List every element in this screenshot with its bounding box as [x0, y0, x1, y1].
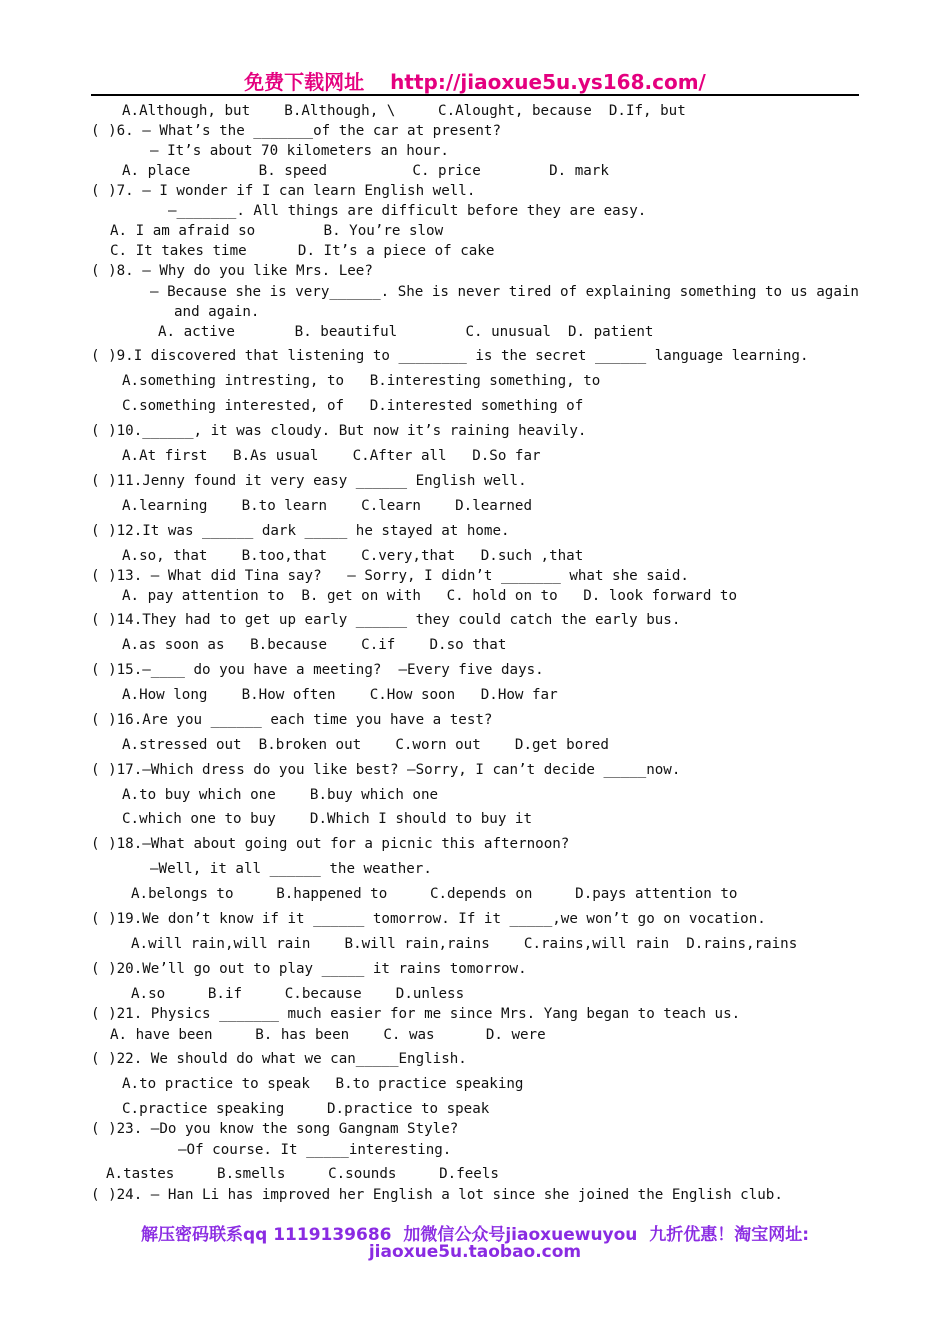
text-line: ( )20.We’ll go out to play _____ it rains tomorrow.: [91, 961, 527, 977]
text-line: A.so, that B.too,that C.very,that D.such ,that: [122, 548, 584, 564]
text-line: ( )11.Jenny found it very easy ______ English well.: [91, 473, 527, 489]
text-line: ( )17.—Which dress do you like best? —Sorry, I can’t decide _____now.: [91, 762, 681, 778]
text-line: ( )9.I discovered that listening to ________ is the secret ______ language learning.: [91, 348, 809, 364]
text-line: ( )8. — Why do you like Mrs. Lee?: [91, 263, 373, 279]
text-line: C.practice speaking D.practice to speak: [122, 1101, 490, 1117]
text-line: ( )13. — What did Tina say? — Sorry, I didn’t _______ what she said.: [91, 568, 689, 584]
text-line: A.stressed out B.broken out C.worn out D.get bored: [122, 737, 609, 753]
text-line: ( )24. — Han Li has improved her English a lot since she joined the English club.: [91, 1187, 783, 1203]
text-line: ( )23. —Do you know the song Gangnam Style?: [91, 1121, 459, 1137]
text-line: A.will rain,will rain B.will rain,rains C.rains,will rain D.rains,rains: [131, 936, 798, 952]
page-header: [0, 66, 950, 95]
text-line: ( )10.______, it was cloudy. But now it’s raining heavily.: [91, 423, 587, 439]
text-line: C.something interested, of D.interested something of: [122, 398, 584, 414]
text-line: and again.: [174, 304, 260, 320]
text-line: A.to buy which one B.buy which one: [122, 787, 439, 803]
text-line: —Of course. It _____interesting.: [178, 1142, 452, 1158]
header-url-link[interactable]: http://jiaoxue5u.ys168.com/: [390, 70, 706, 94]
text-line: — It’s about 70 kilometers an hour.: [150, 143, 449, 159]
text-line: ( )12.It was ______ dark _____ he stayed at home.: [91, 523, 510, 539]
footer-store-link[interactable]: jiaoxue5u.taobao.com: [368, 1242, 582, 1262]
text-line: A.How long B.How often C.How soon D.How far: [122, 687, 558, 703]
header-divider: [91, 94, 859, 96]
text-line: A. I am afraid so B. You’re slow: [110, 223, 444, 239]
text-line: — Because she is very______. She is never tired of explaining something to us again: [150, 284, 859, 300]
text-line: ( )22. We should do what we can_____English.: [91, 1051, 467, 1067]
text-line: A. place B. speed C. price D. mark: [122, 163, 609, 179]
text-line: C.which one to buy D.Which I should to buy it: [122, 811, 532, 827]
text-line: A. have been B. has been C. was D. were: [110, 1027, 546, 1043]
text-line: A.to practice to speak B.to practice speaking: [122, 1076, 524, 1092]
text-line: A.as soon as B.because C.if D.so that: [122, 637, 507, 653]
text-line: A.At first B.As usual C.After all D.So far: [122, 448, 541, 464]
header-label: 免费下载网址: [244, 70, 365, 94]
text-line: ( )14.They had to get up early ______ they could catch the early bus.: [91, 612, 681, 628]
footer-contact: 解压密码联系qq 1119139686 加微信公众号jiaoxuewuyou 九折优惠！淘宝网址:: [140, 1225, 810, 1245]
text-line: ( )18.—What about going out for a picnic this afternoon?: [91, 836, 570, 852]
text-line: A. pay attention to B. get on with C. hold on to D. look forward to: [122, 588, 737, 604]
text-line: A.tastes B.smells C.sounds D.feels: [106, 1166, 499, 1182]
text-line: C. It takes time D. It’s a piece of cake: [110, 243, 495, 259]
text-line: ( )21. Physics _______ much easier for me since Mrs. Yang began to teach us.: [91, 1006, 741, 1022]
text-line: A. active B. beautiful C. unusual D. patient: [158, 324, 654, 340]
text-line: A.something intresting, to B.interesting something, to: [122, 373, 601, 389]
text-line: —Well, it all ______ the weather.: [150, 861, 432, 877]
text-line: ( )6. — What’s the _______of the car at present?: [91, 123, 501, 139]
text-line: —_______. All things are difficult before they are easy.: [168, 203, 647, 219]
text-line: ( )15.—____ do you have a meeting? —Every five days.: [91, 662, 544, 678]
text-line: ( )19.We don’t know if it ______ tomorrow. If it _____,we won’t go on vocation.: [91, 911, 766, 927]
text-line: A.so B.if C.because D.unless: [131, 986, 465, 1002]
text-line: A.learning B.to learn C.learn D.learned: [122, 498, 532, 514]
text-line: ( )16.Are you ______ each time you have a test?: [91, 712, 493, 728]
text-line: A.belongs to B.happened to C.depends on D.pays attention to: [131, 886, 738, 902]
text-line: A.Although, but B.Although, \ C.Alought, because D.If, but: [122, 103, 686, 119]
text-line: ( )7. — I wonder if I can learn English well.: [91, 183, 476, 199]
